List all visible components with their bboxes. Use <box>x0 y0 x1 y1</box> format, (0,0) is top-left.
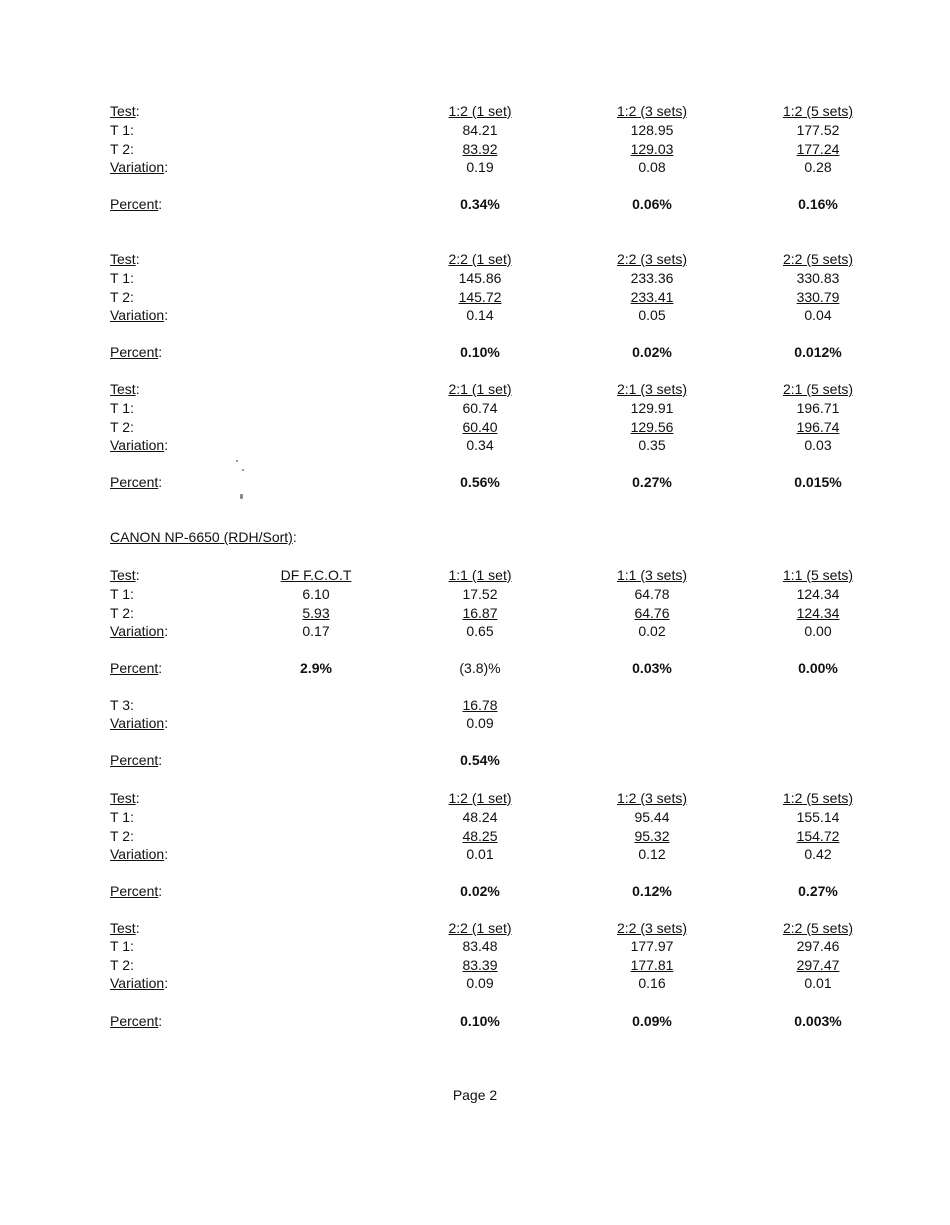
row-label-suffix: : <box>164 159 169 175</box>
row-label-text: Variation <box>110 623 165 639</box>
row-label-text: Percent <box>110 1013 159 1029</box>
value-text: 0.42 <box>804 846 832 862</box>
value-cell-variation <box>437 436 523 454</box>
value-cell-variation <box>437 306 523 324</box>
value-cell-variation <box>437 158 523 176</box>
value-cell-t2 <box>770 956 866 974</box>
value-text: 0.34% <box>460 196 500 212</box>
value-cell-t2 <box>604 956 700 974</box>
row-label-t2 <box>110 418 134 436</box>
row-label-suffix: : <box>135 790 140 806</box>
value-cell-percent <box>770 659 866 677</box>
value-cell-test <box>604 380 700 398</box>
value-cell-percent <box>770 1012 866 1030</box>
value-cell-percent <box>770 882 866 900</box>
scan-speck <box>236 460 238 462</box>
heading-suffix: : <box>292 529 297 545</box>
value-text: 1:1 (5 sets) <box>782 567 854 583</box>
value-text: 0.16% <box>798 196 838 212</box>
row-label-text: T 1: <box>110 122 134 138</box>
value-cell-test <box>437 102 523 120</box>
value-cell-test <box>604 789 700 807</box>
value-text: 1:2 (5 sets) <box>782 790 854 806</box>
value-cell-variation <box>604 845 700 863</box>
value-text: 0.09 <box>466 975 494 991</box>
value-cell-percent <box>604 473 700 491</box>
value-cell-test <box>770 250 866 268</box>
value-text: 1:1 (3 sets) <box>616 567 688 583</box>
value-text: 129.03 <box>630 141 674 157</box>
value-text: 0.65 <box>466 623 494 639</box>
row-label-variation <box>110 714 168 732</box>
value-text: 2:2 (1 set) <box>448 920 512 936</box>
value-text: 196.74 <box>796 419 840 435</box>
value-text: 0.12 <box>638 846 666 862</box>
value-cell-t2 <box>437 418 523 436</box>
value-cell-percent <box>437 473 523 491</box>
row-label-percent <box>110 659 162 677</box>
value-text: 16.78 <box>462 697 498 713</box>
row-label-text: Variation <box>110 437 165 453</box>
value-text: 0.01 <box>804 975 832 991</box>
row-label-plain <box>110 937 134 955</box>
value-text: 6.10 <box>302 586 330 602</box>
value-cell-percent <box>437 659 523 677</box>
value-cell-variation <box>770 436 866 454</box>
value-cell-t2 <box>273 604 359 622</box>
row-label-text: Percent <box>110 752 159 768</box>
value-text: 84.21 <box>462 122 498 138</box>
value-cell-t2 <box>437 288 523 306</box>
row-label-text: Percent <box>110 883 159 899</box>
value-cell-test <box>770 789 866 807</box>
value-text: 2:2 (3 sets) <box>616 920 688 936</box>
value-cell-plain <box>770 399 866 417</box>
row-label-test <box>110 250 140 268</box>
value-text: 0.06% <box>632 196 672 212</box>
value-text: 60.74 <box>462 400 498 416</box>
value-cell-t2 <box>604 604 700 622</box>
value-cell-test <box>604 250 700 268</box>
value-text: 0.02% <box>460 883 500 899</box>
row-label-percent <box>110 882 162 900</box>
value-text: 0.03 <box>804 437 832 453</box>
value-text: 124.34 <box>796 605 840 621</box>
value-cell-percent <box>604 659 700 677</box>
value-cell-variation <box>770 158 866 176</box>
row-label-text: Variation <box>110 975 165 991</box>
value-text: 0.05 <box>638 307 666 323</box>
value-cell-variation <box>437 974 523 992</box>
value-cell-t2 <box>604 140 700 158</box>
value-text: 1:2 (3 sets) <box>616 103 688 119</box>
row-label-text: T 1: <box>110 270 134 286</box>
row-label-test <box>110 380 140 398</box>
value-text: 48.25 <box>462 828 498 844</box>
row-label-text: T 1: <box>110 586 134 602</box>
row-label-text: Percent <box>110 660 159 676</box>
row-label-text: T 1: <box>110 938 134 954</box>
row-label-text: Variation <box>110 715 165 731</box>
value-cell-variation <box>604 974 700 992</box>
row-label-suffix: : <box>158 474 163 490</box>
row-label-percent <box>110 195 162 213</box>
value-cell-test <box>604 102 700 120</box>
row-label-variation <box>110 622 168 640</box>
value-text: 0.35 <box>638 437 666 453</box>
value-text: 48.24 <box>462 809 498 825</box>
value-text: 2:2 (1 set) <box>448 251 512 267</box>
value-text: 0.08 <box>638 159 666 175</box>
row-label-suffix: : <box>164 975 169 991</box>
value-text: 60.40 <box>462 419 498 435</box>
value-text: 0.09 <box>466 715 494 731</box>
value-cell-percent <box>604 195 700 213</box>
value-cell-variation <box>273 622 359 640</box>
value-text: 2:2 (5 sets) <box>782 251 854 267</box>
value-text: 2:2 (3 sets) <box>616 251 688 267</box>
value-text: 177.81 <box>630 957 674 973</box>
value-cell-variation <box>770 306 866 324</box>
value-cell-percent <box>770 343 866 361</box>
value-cell-plain <box>604 585 700 603</box>
row-label-plain <box>110 121 134 139</box>
value-text: 1:2 (1 set) <box>448 103 512 119</box>
row-label-t2 <box>110 696 134 714</box>
value-cell-t2 <box>770 827 866 845</box>
row-label-suffix: : <box>158 660 163 676</box>
value-cell-plain <box>770 121 866 139</box>
row-label-test <box>110 566 140 584</box>
value-text: 177.24 <box>796 141 840 157</box>
row-label-plain <box>110 269 134 287</box>
value-cell-plain <box>770 585 866 603</box>
value-text: DF F.C.O.T <box>280 567 352 583</box>
row-label-text: Test <box>110 103 136 119</box>
value-text: 95.44 <box>634 809 670 825</box>
row-label-plain <box>110 808 134 826</box>
value-cell-plain <box>437 121 523 139</box>
value-cell-test <box>770 102 866 120</box>
value-cell-percent <box>437 195 523 213</box>
value-text: 2.9% <box>300 660 332 676</box>
row-label-suffix: : <box>164 715 169 731</box>
value-cell-plain <box>437 937 523 955</box>
value-cell-t2 <box>770 418 866 436</box>
value-text: 0.34 <box>466 437 494 453</box>
value-text: 0.012% <box>794 344 842 360</box>
value-text: 17.52 <box>462 586 498 602</box>
row-label-suffix: : <box>164 307 169 323</box>
row-label-text: Test <box>110 251 136 267</box>
value-cell-variation <box>437 845 523 863</box>
value-cell-t2 <box>604 827 700 845</box>
row-label-suffix: : <box>158 883 163 899</box>
value-cell-t2 <box>437 956 523 974</box>
value-cell-test <box>437 566 523 584</box>
value-cell-percent <box>604 343 700 361</box>
value-cell-variation <box>770 974 866 992</box>
row-label-suffix: : <box>135 567 140 583</box>
value-cell-plain <box>604 808 700 826</box>
value-cell-plain <box>770 808 866 826</box>
value-text: 0.00 <box>804 623 832 639</box>
value-cell-plain <box>604 121 700 139</box>
row-label-test <box>110 919 140 937</box>
row-label-plain <box>110 399 134 417</box>
value-cell-plain <box>437 585 523 603</box>
value-text: 129.91 <box>630 400 674 416</box>
row-label-t2 <box>110 140 134 158</box>
value-text: 2:1 (1 set) <box>448 381 512 397</box>
value-cell-test <box>604 566 700 584</box>
value-cell-t2 <box>437 696 523 714</box>
value-text: 0.10% <box>460 1013 500 1029</box>
value-text: 0.01 <box>466 846 494 862</box>
row-label-text: Test <box>110 381 136 397</box>
row-label-percent <box>110 343 162 361</box>
value-cell-percent <box>437 343 523 361</box>
row-label-text: Test <box>110 920 136 936</box>
value-cell-variation <box>604 158 700 176</box>
row-label-t2 <box>110 827 134 845</box>
value-text: 1:1 (1 set) <box>448 567 512 583</box>
row-label-text: Percent <box>110 344 159 360</box>
value-cell-percent <box>437 751 523 769</box>
value-cell-t2 <box>770 288 866 306</box>
row-label-t2 <box>110 604 134 622</box>
value-text: 0.09% <box>632 1013 672 1029</box>
value-cell-percent <box>604 1012 700 1030</box>
page-number: Page 2 <box>452 1087 498 1103</box>
row-label-percent <box>110 751 162 769</box>
value-text: 0.015% <box>794 474 842 490</box>
value-text: 145.86 <box>458 270 502 286</box>
value-cell-plain <box>770 269 866 287</box>
value-cell-variation <box>437 622 523 640</box>
value-text: 1:2 (5 sets) <box>782 103 854 119</box>
value-cell-t2 <box>770 604 866 622</box>
value-cell-test <box>770 380 866 398</box>
value-cell-t2 <box>437 604 523 622</box>
value-cell-percent <box>604 882 700 900</box>
row-label-text: T 2: <box>110 828 134 844</box>
value-cell-variation <box>770 845 866 863</box>
row-label-suffix: : <box>158 196 163 212</box>
value-text: 0.14 <box>466 307 494 323</box>
value-text: 233.36 <box>630 270 674 286</box>
row-label-text: T 2: <box>110 605 134 621</box>
value-cell-variation <box>604 436 700 454</box>
row-label-text: Test <box>110 567 136 583</box>
value-text: 155.14 <box>796 809 840 825</box>
scan-speck <box>242 469 244 471</box>
row-label-text: Variation <box>110 846 165 862</box>
value-cell-plain <box>273 585 359 603</box>
row-label-suffix: : <box>158 752 163 768</box>
value-cell-test <box>770 919 866 937</box>
row-label-text: T 3: <box>110 697 134 713</box>
value-text: 0.19 <box>466 159 494 175</box>
value-text: 95.32 <box>634 828 670 844</box>
row-label-suffix: : <box>164 623 169 639</box>
row-label-text: T 2: <box>110 141 134 157</box>
value-text: 233.41 <box>630 289 674 305</box>
value-text: 196.71 <box>796 400 840 416</box>
value-text: 0.27% <box>798 883 838 899</box>
value-text: 2:1 (5 sets) <box>782 381 854 397</box>
value-text: 83.39 <box>462 957 498 973</box>
value-text: 0.003% <box>794 1013 842 1029</box>
value-text: 0.02% <box>632 344 672 360</box>
row-label-t2 <box>110 956 134 974</box>
row-label-text: T 1: <box>110 400 134 416</box>
value-text: 154.72 <box>796 828 840 844</box>
value-text: 129.56 <box>630 419 674 435</box>
value-text: 0.27% <box>632 474 672 490</box>
scan-speck <box>240 494 243 499</box>
row-label-plain <box>110 585 134 603</box>
row-label-text: Test <box>110 790 136 806</box>
value-text: 0.12% <box>632 883 672 899</box>
value-text: 0.17 <box>302 623 330 639</box>
row-label-variation <box>110 845 168 863</box>
value-cell-percent <box>437 1012 523 1030</box>
heading-text: CANON NP-6650 (RDH/Sort) <box>110 529 293 545</box>
value-cell-test <box>437 789 523 807</box>
value-text: 0.04 <box>804 307 832 323</box>
row-label-suffix: : <box>164 437 169 453</box>
row-label-text: T 2: <box>110 957 134 973</box>
value-text: 16.87 <box>462 605 498 621</box>
value-cell-variation <box>437 714 523 732</box>
row-label-suffix: : <box>158 344 163 360</box>
row-label-suffix: : <box>158 1013 163 1029</box>
value-text: 2:1 (3 sets) <box>616 381 688 397</box>
value-text: 297.47 <box>796 957 840 973</box>
value-text: 145.72 <box>458 289 502 305</box>
value-text: 0.00% <box>798 660 838 676</box>
value-cell-plain <box>770 937 866 955</box>
value-cell-percent <box>273 659 359 677</box>
value-cell-plain <box>604 399 700 417</box>
value-cell-plain <box>437 269 523 287</box>
row-label-test <box>110 789 140 807</box>
row-label-text: Variation <box>110 159 165 175</box>
row-label-variation <box>110 158 168 176</box>
row-label-text: Variation <box>110 307 165 323</box>
value-text: 128.95 <box>630 122 674 138</box>
row-label-t2 <box>110 288 134 306</box>
value-text: 2:2 (5 sets) <box>782 920 854 936</box>
value-text: 0.16 <box>638 975 666 991</box>
value-text: 0.54% <box>460 752 500 768</box>
value-cell-percent <box>437 882 523 900</box>
value-text: 83.92 <box>462 141 498 157</box>
value-cell-test <box>437 380 523 398</box>
value-cell-plain <box>437 399 523 417</box>
value-text: 83.48 <box>462 938 498 954</box>
value-cell-variation <box>770 622 866 640</box>
value-text: 0.56% <box>460 474 500 490</box>
row-label-test <box>110 102 140 120</box>
value-text: 1:2 (3 sets) <box>616 790 688 806</box>
row-label-text: T 2: <box>110 419 134 435</box>
value-cell-t2 <box>770 140 866 158</box>
value-cell-test <box>770 566 866 584</box>
value-text: 124.34 <box>796 586 840 602</box>
value-text: 64.78 <box>634 586 670 602</box>
row-label-suffix: : <box>135 381 140 397</box>
value-text: 5.93 <box>302 605 330 621</box>
canon-section-heading <box>110 528 297 546</box>
value-cell-t2 <box>604 288 700 306</box>
value-cell-test <box>437 250 523 268</box>
value-text: (3.8)% <box>459 660 501 676</box>
row-label-variation <box>110 306 168 324</box>
value-cell-test <box>604 919 700 937</box>
row-label-text: T 2: <box>110 289 134 305</box>
value-cell-t2 <box>437 827 523 845</box>
row-label-text: Percent <box>110 196 159 212</box>
row-label-text: Percent <box>110 474 159 490</box>
row-label-variation <box>110 974 168 992</box>
value-cell-variation <box>604 622 700 640</box>
value-text: 0.02 <box>638 623 666 639</box>
row-label-percent <box>110 473 162 491</box>
value-cell-plain <box>437 808 523 826</box>
value-text: 177.97 <box>630 938 674 954</box>
value-cell-test <box>437 919 523 937</box>
row-label-suffix: : <box>135 251 140 267</box>
value-text: 0.28 <box>804 159 832 175</box>
row-label-text: T 1: <box>110 809 134 825</box>
value-cell-plain <box>604 269 700 287</box>
value-cell-percent <box>770 195 866 213</box>
value-cell-t2 <box>437 140 523 158</box>
value-text: 330.79 <box>796 289 840 305</box>
row-label-percent <box>110 1012 162 1030</box>
value-cell-percent <box>770 473 866 491</box>
value-text: 0.10% <box>460 344 500 360</box>
value-text: 1:2 (1 set) <box>448 790 512 806</box>
value-cell-variation <box>604 306 700 324</box>
value-text: 177.52 <box>796 122 840 138</box>
value-text: 0.03% <box>632 660 672 676</box>
value-text: 297.46 <box>796 938 840 954</box>
value-text: 64.76 <box>634 605 670 621</box>
value-text: 330.83 <box>796 270 840 286</box>
row-label-suffix: : <box>135 920 140 936</box>
value-cell-plain <box>604 937 700 955</box>
value-cell-t2 <box>604 418 700 436</box>
row-label-suffix: : <box>135 103 140 119</box>
value-cell-test <box>273 566 359 584</box>
row-label-variation <box>110 436 168 454</box>
row-label-suffix: : <box>164 846 169 862</box>
